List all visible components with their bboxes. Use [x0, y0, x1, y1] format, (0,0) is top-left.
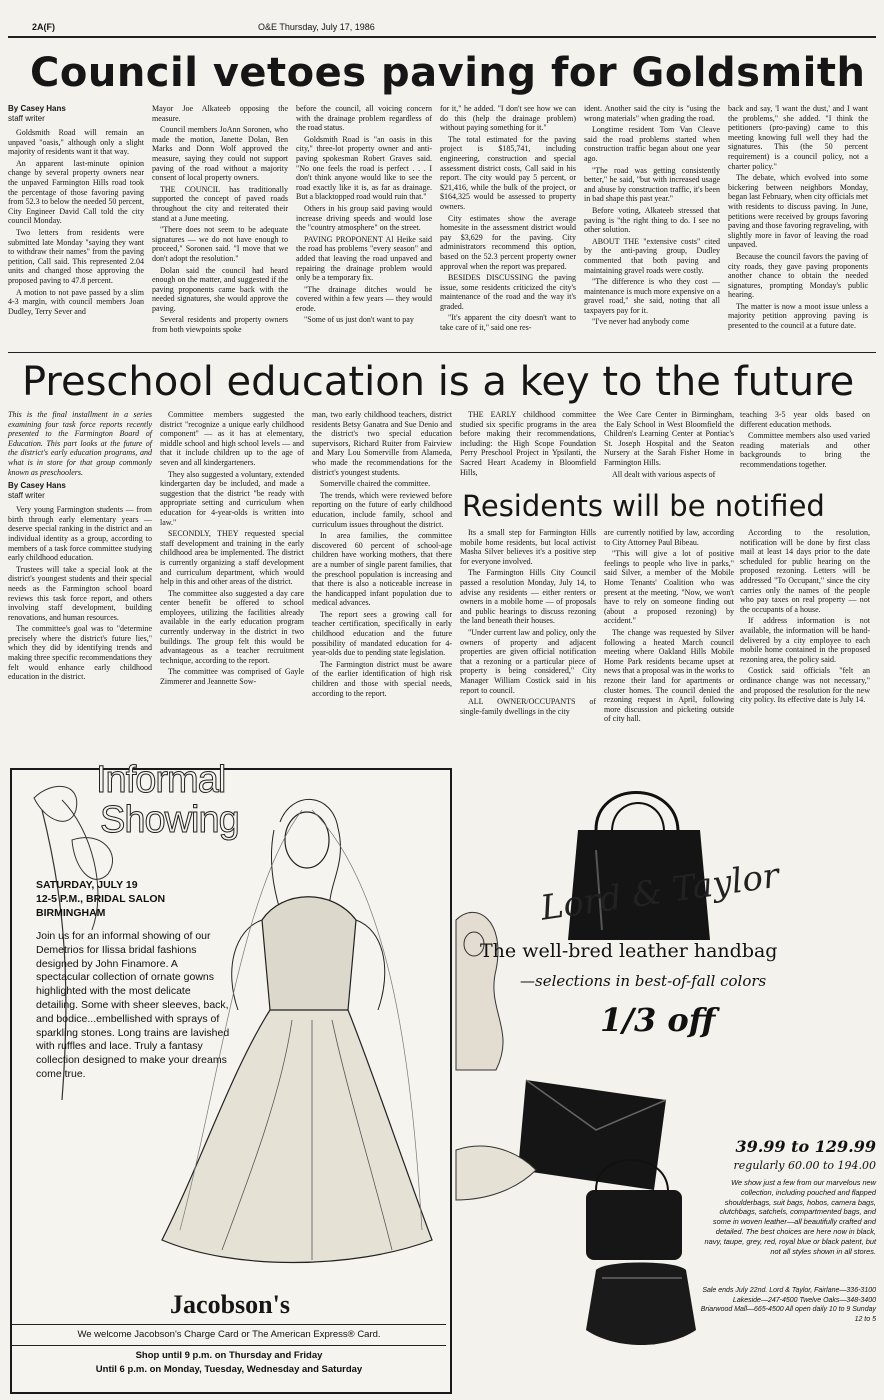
story1-column-3 [296, 104, 432, 348]
store-hours-line-1: Shop until 9 p.m. on Thursday and Friday [135, 1350, 323, 1361]
story2-paragraph: SECONDLY, THEY requested special staff development and training in the early childhood area be implemented. The district is currently organizing a staff development and curriculum department, which would help in this and other areas of the district. [160, 529, 304, 587]
story2-paragraph: The committee's goal was to "determine precisely where the district's future lies," which they did by identifying trends and making three specific recommendations they felt would enhance early childhood education in the district. [8, 624, 152, 682]
page-folio [8, 22, 876, 36]
story1-paragraph: City estimates show the average homesite in the assessment district would pay $3,629 for the paving. City administrators recommend this option, based on the 52.3 percent property owner approval when the report was prepared. [440, 213, 576, 271]
section-date: O&E Thursday, July 17, 1986 [258, 22, 375, 32]
story2-headline: Preschool education is a key to the future [22, 359, 855, 405]
story1-paragraph: Others in his group said paving would increase driving speeds and would lose the "country atmosphere" on the street. [296, 203, 432, 233]
page-number: 2A(F) [32, 22, 55, 32]
story2-byline [8, 481, 152, 501]
story1-paragraph: back and say, 'I want the dust,' and I want the problems," she added. "I think the petitioners (pro-paving) came to this meeting knowing full well they had the signatures. This (the 50 percent requirement) is a council policy, not a charter policy." [728, 104, 868, 171]
story1-paragraph: Two letters from residents were submitted late Monday "saying they want to withdraw their names" from the paving petition, Call said. This represented 2.04 units and changed those approving the proposed paving to 47.8 percent. [8, 227, 144, 285]
story1-paragraph: ABOUT THE "extensive costs" cited by the anti-paving group, Dudley commented that both paving and maintaining gravel roads were costly. [584, 236, 720, 275]
story1-paragraph: Council members JoAnn Soronen, who made the motion, Janette Dolan, Ben Marks and Donn Wolf approved the measure, saying they could not support paving of the road without a majority consent of local property owners. [152, 125, 288, 183]
story1-paragraph: "The drainage ditches would be covered within a few years — they would erode. [296, 284, 432, 313]
story2-paragraph: Committee members also used varied reading materials and other backgrounds to bring the recommendations together. [740, 431, 870, 469]
story1-paragraph: BESIDES DISCUSSING the paving issue, some residents criticized the city's maintenance of the road and the way it's graded. [440, 273, 576, 311]
story1-byline [8, 104, 144, 124]
story2-paragraph: Very young Farmington students — from birth through early elementary years — deserve special ranking in the district and an individual identity as a group, according to members of a task force committee studying early childhood education. [8, 505, 152, 563]
story3-paragraph: "This will give a lot of positive feelings to people who live in parks," said Silver, a member of the Mobile Home Tenants' Coalition who was present at the meeting. "Now, we won't have to rely on someone finding out (about a proposed rezoning) by accident." [604, 549, 734, 626]
story3-column-2 [604, 528, 734, 760]
story1-byline-title: staff writer [8, 114, 45, 123]
story-divider [8, 352, 876, 353]
story1-headline: Council vetoes paving for Goldsmith [30, 50, 866, 96]
story3-paragraph: According to the resolution, notification will be done by first class mail at least 14 days prior to the date scheduled for public hearing on the proposed rezoning. Letters will be addressed "To Occupant," since the city carries only the names of the people who pay taxes on real property — not the occupants of a house. [740, 528, 870, 614]
story2-paragraph: Committee members suggested the district "recognize a unique early childhood component" — as it has at elementary, middle school and high school levels — and that it include children up to the age of seven and all kindergarteners. [160, 410, 304, 467]
story1-paragraph: ident. Another said the city is "using the wrong materials" when grading the road. [584, 104, 720, 123]
ad-footer-rule [12, 1345, 446, 1346]
story2-paragraph: The trends, which were reviewed before reporting on the future of early childhood education, include family, school and curriculum issues throughout the district. [312, 490, 452, 529]
story1-paragraph: Goldsmith Road is "an oasis in this city," three-lot property owner and anti-paving spokesman Robert Graves said. "No one feels the road is perfect . . . I don't think anyone would like to see the road exactly like it is, as far as drainage. But a blacktopped road would ruin that." [296, 134, 432, 202]
story2-column-1 [8, 410, 152, 760]
story1-column-5 [584, 104, 720, 348]
story2-column-2 [160, 410, 304, 760]
story1-paragraph: Before voting, Alkateeb stressed that paving is "the right thing to do. I see no other solution. [584, 205, 720, 235]
story1-paragraph: Dolan said the council had heard enough on the matter, and suggested if the paving proponents came back with the needed signatures, she would approve the paving. [152, 265, 288, 313]
story1-paragraph: Mayor Joe Alkateeb opposing the measure. [152, 104, 288, 123]
story3-paragraph: Costick said officials "felt an ordinance change was not necessary," and proposed the resolution for the new city policy. Its effective date is July 14. [740, 666, 870, 705]
story3-column-1 [460, 528, 596, 760]
story3-paragraph: "Under current law and policy, only the owners of property and adjacent properties are given official notification that a rezoning or a particular piece of property is being considered," City Manager William Costick said in his report to council. [460, 627, 596, 695]
event-date: SATURDAY, JULY 19 [36, 879, 138, 891]
story2-column-4 [460, 410, 596, 486]
story1-paragraph: "It's apparent the city doesn't want to take care of it," said one res- [440, 313, 576, 333]
story1-paragraph: before the council, all voicing concern with the drainage problem regardless of the road status. [296, 104, 432, 133]
event-time: 12-5 P.M., BRIDAL SALON [36, 893, 166, 905]
story1-paragraph: Goldsmith Road will remain an unpaved "oasis," although only a slight majority of residents want it that way. [8, 128, 144, 157]
story1-paragraph: A motion to not pave passed by a slim 4-3 margin, with council members Joan Dudley, Terry Sever and [8, 287, 144, 316]
story1-paragraph: THE COUNCIL has traditionally supported the concept of paved roads throughout the city and reiterated their stand at a June meeting. [152, 184, 288, 223]
story2-paragraph: THE EARLY childhood committee studied six specific programs in the area before making their recommendations, including: the High Scope Foundation Perry Preschool Project in Ypsilanti, the Sacred Heart Academy in Bloomfield Hills, [460, 410, 596, 477]
story1-paragraph: Longtime resident Tom Van Cleave said the road problems started when construction traffic began about one year ago. [584, 125, 720, 163]
story2-paragraph: In area families, the committee discovered 60 percent of school-age children have working mothers, that there are a number of single parent families, that the preschool population is increasing and that there is also a noticeable increase in the handicapped infant population due to medical advances. [312, 531, 452, 608]
story2-paragraph: teaching 3-5 year olds based on different education methods. [740, 410, 870, 429]
story2-paragraph: Trustees will take a special look at the district's youngest students and their special needs as the Farmington school board reviews this task force report, and others involving staff development, building renovations, and human resources. [8, 564, 152, 622]
story1-paragraph: An apparent last-minute opinion change by several property owners near the unpaved Farmington Hills road took the percentage of those favoring paving from 52.3 to below the needed 50 percent, City Engineer David Call told the city council Monday. [8, 158, 144, 226]
informal-title: Informal [96, 759, 226, 801]
story1-paragraph: The matter is now a moot issue unless a majority petition approving paving is presented to the council at a future date. [728, 301, 868, 331]
story1-column-2 [152, 104, 288, 348]
credit-card-line: We welcome Jacobson's Charge Card or The American Express® Card. [77, 1329, 381, 1340]
story2-paragraph: The committee also suggested a day care center benefit be offered to school employees, utilizing the facilities already available in the early education program currently underway in the district in two buildings. The group felt this would be advantageous as a teacher recruitment technique, according to the report. [160, 588, 304, 665]
story2-intro: This is the final installment in a series examining four task force reports recently presented to the Farmington Board of Education. This part looks at the future of the district's early education programs, and what is in store for that group commonly known as preschoolers. [8, 410, 152, 477]
story2-byline-title: staff writer [8, 491, 45, 501]
story2-column-3 [312, 410, 452, 760]
discount-label: 1/3 off [600, 1001, 716, 1039]
event-description: Join us for an informal showing of our Demetrios for Ilissa bridal fashions designed by John Finamore. A spectacular collection of ornate gowns highlighted with the most delicate detailing. Some with sheer sleeves, back, and bodice...embellished with sprays of sparkling stones. Long trains are lavished with ruffles and lace. Truly a fantasy collection designed to make your dreams come true. [36, 930, 230, 1080]
story3-paragraph: ALL OWNER/OCCUPANTS of single-family dwellings in the city [460, 697, 596, 716]
story1-paragraph: Several residents and property owners from both viewpoints spoke [152, 315, 288, 335]
story1-column-6 [728, 104, 868, 348]
story2-paragraph: the Wee Care Center in Birmingham, the Ealy School in West Bloomfield the Children's Learning Center at Pontiac's St. Joseph Hospital and the Seaton Nursery at the Sarah Fisher Home in Farmington Hills. [604, 410, 734, 467]
story1-paragraph: The total estimated for the paving project is $185,741, including engineering, construction and special assessment district costs, Call said in his report. The city would pay 5 percent, or $21,416, while the bulk of the project, or $164,325 would be assessed to property owners. [440, 134, 576, 211]
story2-paragraph: The report sees a growing call for teacher certification, specifically in early childhood education and the future possibility of mandated education for 4-year-olds due to pending state legislation. [312, 609, 452, 658]
story2-paragraph: They also suggested a voluntary, extended kindergarten day be included, and made a suggestion that the district "be ready with appropriate setting and curriculum when education for 4-year-olds is written into law." [160, 469, 304, 527]
handbag-headline: The well-bred leather handbag [480, 940, 778, 962]
top-rule [8, 36, 876, 38]
story2-paragraph: The committee was comprised of Gayle Zimmerer and Jeannette Sow- [160, 667, 304, 687]
story2-paragraph: Somerville chaired the committee. [320, 479, 431, 489]
story1-paragraph: Because the council favors the paving of city roads, they gave paving proponents another chance to obtain the needed signatures, prompting Monday's public hearing. [728, 251, 868, 300]
story3-paragraph: If address information is not available, the information will be hand-delivered by a city employee to each mobile home contained in the proposed rezoning area, the policy said. [740, 616, 870, 664]
story1-paragraph: "Some of us just don't want to pay [304, 315, 414, 325]
story3-paragraph: The change was requested by Silver following a heated March council meeting where Oakland Hills Mobile Home Park residents became upset at news that a proposal was in the works to rezone their land for apartments or cluster homes. The council denied the rezoning request in April, following more discussion and picketing outside of city hall. [604, 627, 734, 724]
store-hours-line-2: Until 6 p.m. on Monday, Tuesday, Wednesday and Saturday [95, 1364, 363, 1375]
story1-column-4 [440, 104, 576, 348]
story1-column-1 [8, 104, 144, 348]
story2-byline-name: By Casey Hans [8, 481, 66, 491]
story2-column-5 [604, 410, 734, 486]
event-location: BIRMINGHAM [36, 907, 106, 919]
regular-price-range: regularly 60.00 to 194.00 [733, 1159, 876, 1172]
story1-paragraph: PAVING PROPONENT Al Heike said the road has problems "every season" and added that leaving the road unpaved and repairing the drainage problem would only be a temporary fix. [296, 234, 432, 283]
sale-price-range: 39.99 to 129.99 [735, 1137, 876, 1156]
story1-paragraph: for it," he added. "I don't see how we can do this (help the drainage problem) without paying something for it." [440, 104, 576, 133]
story1-byline-name: By Casey Hans [8, 104, 66, 113]
story2-paragraph: The Farmington district must be aware of the earlier identification of high risk children and those with special needs, according to the report. [312, 659, 452, 698]
handbag-subhead: —selections in best-of-fall colors [520, 972, 767, 990]
story3-column-3 [740, 528, 870, 760]
jacobsons-logo: Jacobson's [170, 1290, 290, 1319]
store-locations: Sale ends July 22nd. Lord & Taylor, Fairlane—336-3100 Lakeside—247-4500 Twelve Oaks—348-3400 Briarwood Mall—665-4500 All open daily 10 to 9 Sunday 12 to 5 [700, 1287, 876, 1323]
story3-paragraph: The Farmington Hills City Council passed a resolution Monday, July 14, to advise any residents — either renters or owners in a mobile home — of proposals and public hearings to discuss rezoning the land beneath their houses. [460, 568, 596, 626]
handbag-description: We show just a few from our marvelous new collection, including pouched and flapped shoulderbags, suit bags, hobos, camera bags, clutchbags, satchels, compartmented bags, and some in woven leather—all beautifully crafted and detailed. The best choices are here now in black, navy, taupe, grey, red, royal blue or black patent, but not all styles shown in all stores. [704, 1178, 876, 1256]
story1-paragraph: The debate, which evolved into some bickering between neighbors Monday, began last February, when city officials met with residents to discuss paving. In June, petitions were received by groups favoring paving and those favoring regraveling, with slightly more in favor of leaving the road unpaved. [728, 173, 868, 250]
story1-paragraph: "The difference is who they cost — maintenance is much more expensive on a gravel road," she said, noting that all taxpayers pay for it. [584, 277, 720, 315]
story1-paragraph: "The road was getting consistently better," he said, "but with increased usage and abuse by construction traffic, it's been in bad shape this past year." [584, 165, 720, 204]
showing-title: Showing [100, 799, 239, 841]
story2-paragraph: All dealt with various aspects of [612, 469, 716, 479]
story2-column-6 [740, 410, 870, 486]
lord-and-taylor-logo: Lord & Taylor [538, 855, 782, 929]
story3-paragraph: are currently notified by law, according to City Attorney Paul Bibeau. [604, 528, 734, 547]
event-details [36, 878, 236, 924]
story2-paragraph: man, two early childhood teachers, district residents Betsy Ganatra and Sue Denio and the district's two special education supervisors, Richard Ruiter from Fairview and Mary Lou Somerville from Alameda, who made the recommendations for the district's youngest students. [312, 410, 452, 477]
ad-footer-rule [12, 1324, 446, 1325]
story1-paragraph: "There does not seem to be adequate signatures — we do not have enough to proceed," Soronen said. "I move that we don't adopt the resolution." [152, 225, 288, 263]
story3-paragraph: Its a small step for Farmington Hills mobile home residents, but local activist Masha Silver believes it's a positive step for everyone involved. [460, 528, 596, 566]
story3-headline: Residents will be notified [462, 489, 825, 523]
story1-paragraph: "I've never had anybody come [592, 317, 690, 327]
